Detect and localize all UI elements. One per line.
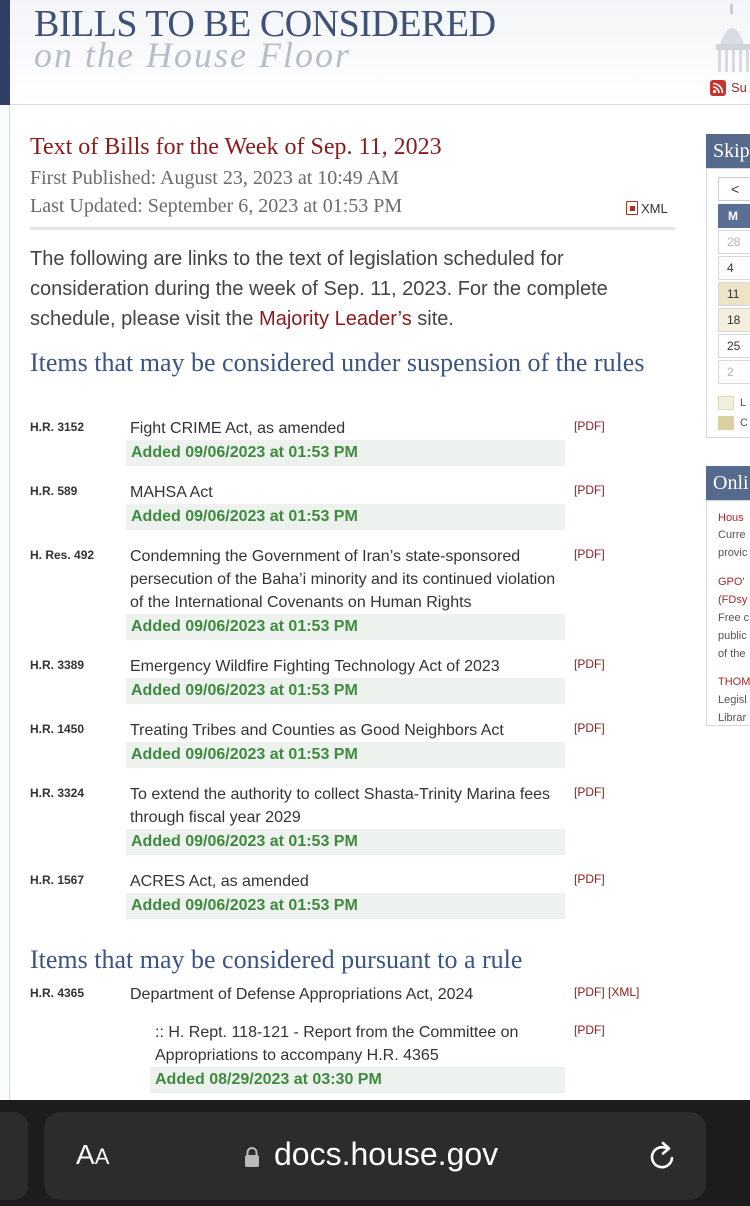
bill-title: Treating Tribes and Counties as Good Neighbors Act — [130, 722, 504, 739]
report-added-date: Added 08/29/2023 at 03:30 PM — [150, 1067, 565, 1093]
link-description: Librar — [718, 712, 747, 724]
bill-added-date: Added 09/06/2023 at 01:53 PM — [126, 614, 565, 640]
house-link[interactable]: Hous — [718, 512, 744, 524]
legend-swatch — [718, 396, 734, 410]
bill-added-date: Added 09/06/2023 at 01:53 PM — [126, 829, 565, 855]
report-pdf-link[interactable]: [PDF] — [574, 1023, 605, 1037]
thomas-link[interactable]: THOM — [718, 676, 750, 688]
aa-big: A — [76, 1139, 95, 1170]
bill-added-date: Added 09/06/2023 at 01:53 PM — [126, 893, 565, 919]
bill-added-date: Added 09/06/2023 at 01:53 PM — [126, 504, 565, 530]
bill-pdf-link[interactable]: [PDF] — [574, 419, 605, 433]
site-header — [0, 0, 750, 105]
aa-small: A — [94, 1144, 110, 1169]
legend-label: L — [740, 397, 747, 409]
bill-title: ACRES Act, as amended — [130, 873, 309, 890]
rule-heading: Items that may be considered pursuant to a rule — [30, 945, 523, 974]
link-description: Free c — [718, 612, 750, 624]
online-heading: Onli — [713, 472, 749, 494]
first-published: First Published: August 23, 2023 at 10:49 AM — [30, 167, 399, 189]
xml-download-link[interactable] — [626, 201, 668, 216]
calendar-prev-button[interactable]: < — [718, 177, 750, 201]
header-left-bar — [0, 0, 10, 105]
reader-settings-button[interactable] — [76, 1139, 109, 1171]
bill-pdf-link[interactable]: [PDF] — [574, 547, 605, 561]
bill-title: Fight CRIME Act, as amended — [130, 420, 346, 437]
intro-text: The following are links to the text of legislation scheduled for consideration during the week of Sep. 11, 2023. For the complete schedule, please visit the — [30, 248, 608, 330]
reload-icon[interactable] — [646, 1138, 680, 1174]
intro-paragraph — [30, 244, 630, 334]
calendar-day[interactable]: 28 — [718, 230, 750, 254]
bill-title: Emergency Wildfire Fighting Technology Act of 2023 — [130, 658, 500, 675]
subscribe-link[interactable]: Su — [731, 80, 747, 95]
url-text[interactable]: docs.house.gov — [274, 1136, 499, 1172]
last-updated: Last Updated: September 6, 2023 at 01:53 PM — [30, 195, 403, 217]
link-description: provic — [718, 547, 748, 559]
link-description: Curre — [718, 529, 746, 541]
bill-title: To extend the authority to collect Shasta-Trinity Marina fees through fiscal year 2029 — [130, 786, 551, 826]
xml-label: XML — [641, 201, 668, 216]
rss-icon[interactable] — [710, 80, 726, 96]
link-description: of the — [718, 648, 746, 660]
bill-number: H.R. 4365 — [30, 986, 85, 1000]
bill-number: H.R. 1450 — [30, 722, 85, 736]
calendar-day[interactable]: 18 — [718, 308, 750, 332]
calendar-day-current[interactable]: 11 — [718, 282, 750, 306]
bill-pdf-link[interactable]: [PDF] — [574, 657, 605, 671]
bill-title: MAHSA Act — [130, 484, 213, 501]
gpo-link[interactable]: GPO' — [718, 576, 745, 588]
report-title: :: H. Rept. 118-121 - Report from the Committee on Appropriations to accompany H.R. 4365 — [155, 1024, 519, 1064]
link-description: Legisl — [718, 694, 747, 706]
capitol-dome-icon — [712, 4, 750, 76]
bill-number: H.R. 589 — [30, 484, 78, 498]
bill-number: H.R. 3389 — [30, 658, 85, 672]
lock-icon — [243, 1146, 261, 1168]
page-left-border — [0, 105, 10, 1100]
bill-number: H.R. 3152 — [30, 420, 85, 434]
bill-number: H. Res. 492 — [30, 548, 95, 562]
bill-added-date: Added 09/06/2023 at 01:53 PM — [126, 742, 565, 768]
bill-pdf-link[interactable]: [PDF] — [574, 785, 605, 799]
legend-swatch — [718, 416, 734, 430]
suspension-heading: Items that may be considered under suspension of the rules — [30, 348, 645, 377]
calendar-day[interactable]: 25 — [718, 334, 750, 358]
xml-file-icon — [626, 201, 638, 215]
intro-suffix: site. — [411, 308, 454, 330]
bill-title: Condemning the Government of Iran’s state-sponsored persecution of the Baha’i minority and its continued violation of the International Covenants on Human Rights — [130, 548, 556, 611]
legend-label: C — [740, 417, 748, 429]
divider — [30, 227, 675, 230]
bill-added-date: Added 09/06/2023 at 01:53 PM — [126, 440, 565, 466]
tab-switcher-button[interactable] — [0, 1112, 28, 1200]
bill-number: H.R. 3324 — [30, 786, 85, 800]
calendar-day[interactable]: 2 — [718, 360, 750, 384]
week-title: Text of Bills for the Week of Sep. 11, 2023 — [30, 134, 442, 160]
majority-leader-link[interactable]: Majority Leader’s — [259, 308, 412, 330]
bill-pdf-link[interactable]: [PDF] — [574, 872, 605, 886]
bill-pdf-link[interactable]: [PDF] — [574, 721, 605, 735]
skip-heading[interactable]: Skip — [713, 140, 750, 162]
bill-added-date: Added 09/06/2023 at 01:53 PM — [126, 678, 565, 704]
bill-pdf-xml-links[interactable]: [PDF] [XML] — [574, 985, 640, 999]
link-description: public — [718, 630, 747, 642]
bill-pdf-link[interactable]: [PDF] — [574, 483, 605, 497]
bill-title: Department of Defense Appropriations Act, 2024 — [130, 986, 474, 1003]
calendar-day[interactable]: 4 — [718, 256, 750, 280]
bill-number: H.R. 1567 — [30, 873, 85, 887]
site-title-script: on the House Floor — [34, 35, 351, 75]
gpo-link-2[interactable]: (FDsy — [718, 594, 748, 606]
site-title[interactable]: BILLS TO BE CONSIDERED — [34, 3, 496, 45]
calendar-day-header: M — [718, 204, 750, 228]
